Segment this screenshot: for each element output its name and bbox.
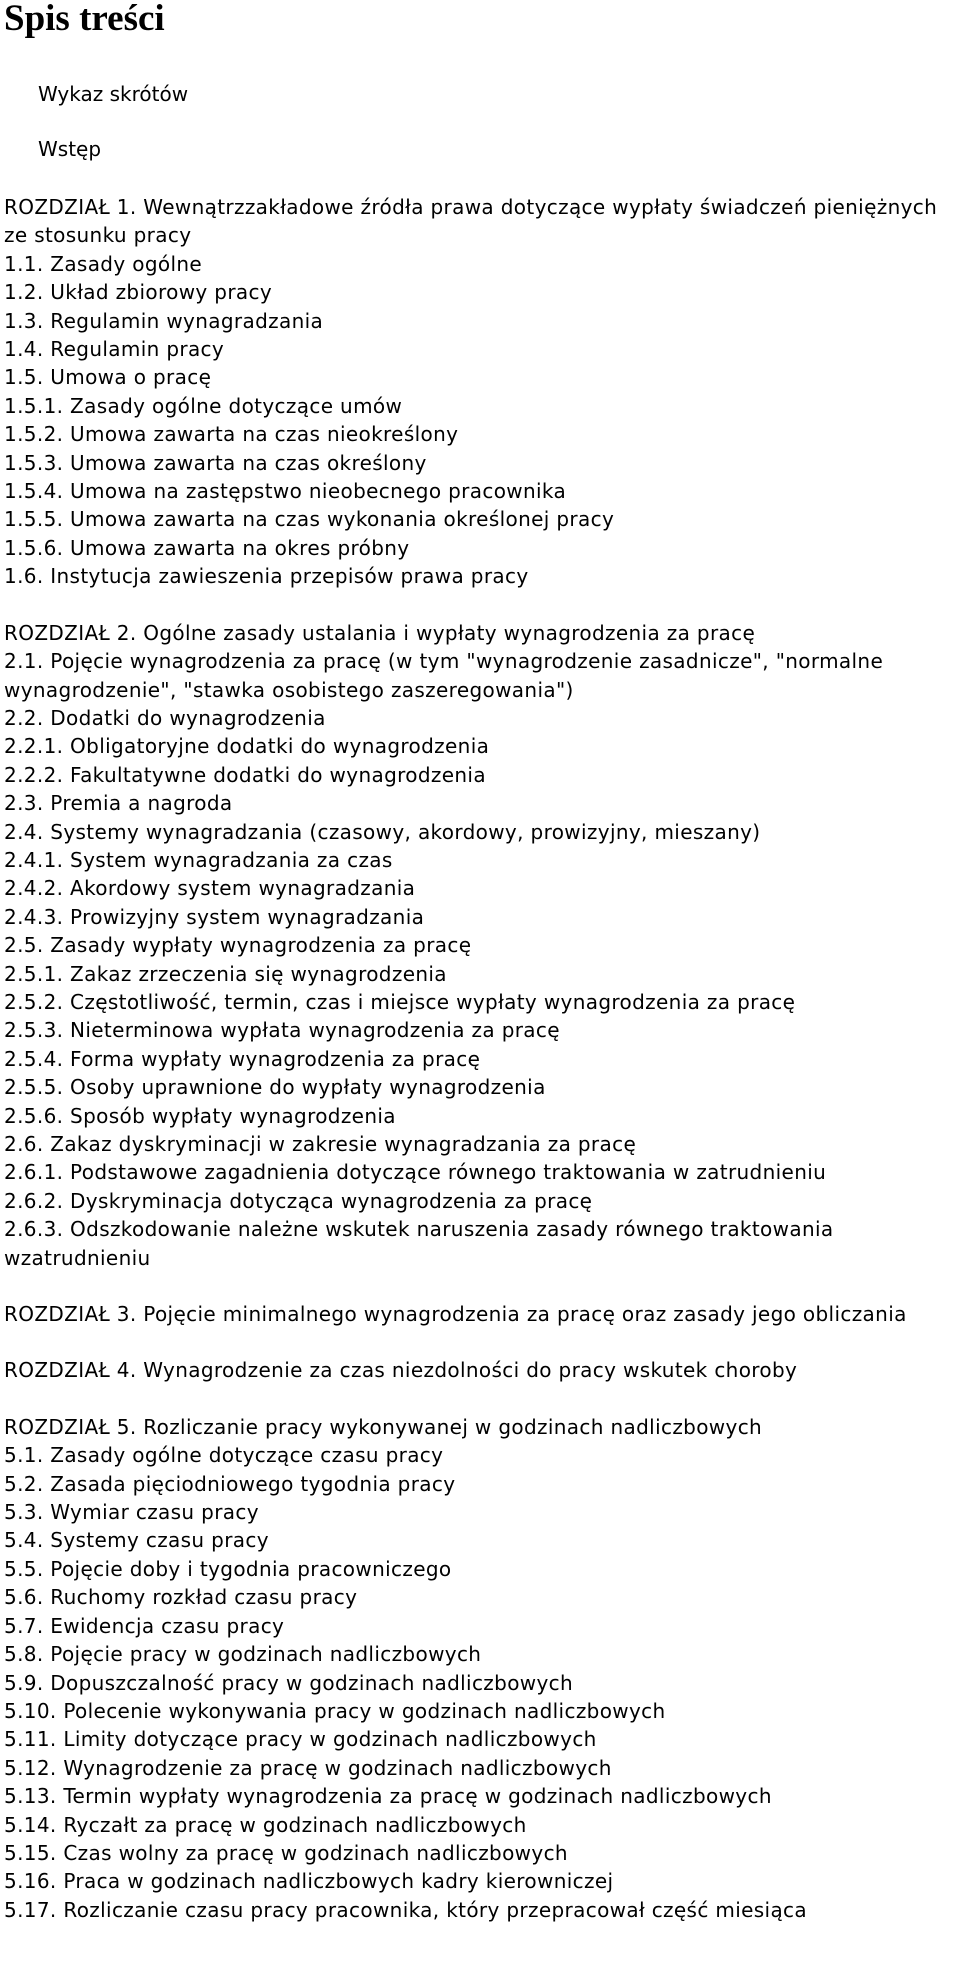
toc-entry[interactable]: 2.5.6. Sposób wypłaty wynagrodzenia [4, 1103, 396, 1128]
toc-entry[interactable]: 1.6. Instytucja zawieszenia przepisów prawa pracy [4, 564, 529, 589]
toc-entry[interactable]: 2.6.1. Podstawowe zagadnienia dotyczące równego traktowania w zatrudnieniu [4, 1160, 827, 1185]
toc-entry[interactable]: 1.5.5. Umowa zawarta na czas wykonania określonej pracy [4, 507, 615, 532]
toc-entry[interactable]: 2.4.2. Akordowy system wynagradzania [4, 876, 416, 901]
toc-entry[interactable]: 2.5.3. Nieterminowa wypłata wynagrodzenia za pracę [4, 1018, 560, 1043]
toc-chapter-2 [0, 619, 960, 1272]
toc-entry[interactable]: 5.11. Limity dotyczące pracy w godzinach nadliczbowych [4, 1727, 597, 1752]
toc-entry[interactable]: 2.5.5. Osoby uprawnione do wypłaty wynagrodzenia [4, 1075, 546, 1100]
toc-entry[interactable]: 5.14. Ryczałt za pracę w godzinach nadliczbowych [4, 1812, 527, 1837]
toc-entry[interactable]: 1.2. Układ zbiorowy pracy [4, 280, 273, 305]
toc-entry[interactable]: 5.1. Zasady ogólne dotyczące czasu pracy [4, 1443, 444, 1468]
toc-entry[interactable]: 2.1. Pojęcie wynagrodzenia za pracę (w tym "wynagrodzenie zasadnicze", "normalne wynagrodzenie", "stawka osobistego zaszeregowania") [4, 649, 884, 702]
page-title: Spis treści [4, 0, 165, 39]
toc-entry[interactable]: 2.2.2. Fakultatywne dodatki do wynagrodzenia [4, 762, 486, 787]
toc-entry[interactable]: 5.5. Pojęcie doby i tygodnia pracowniczego [4, 1556, 452, 1581]
toc-entry[interactable]: 5.16. Praca w godzinach nadliczbowych kadry kierowniczej [4, 1869, 614, 1894]
toc-entry[interactable]: 2.5.1. Zakaz zrzeczenia się wynagrodzenia [4, 961, 447, 986]
toc-entry[interactable]: 5.12. Wynagrodzenie za pracę w godzinach nadliczbowych [4, 1755, 612, 1780]
chapter-heading[interactable]: ROZDZIAŁ 1. Wewnątrzzakładowe źródła prawa dotyczące wypłaty świadczeń pieniężnych ze stosunku pracy [4, 195, 938, 248]
toc-entry[interactable]: 5.13. Termin wypłaty wynagrodzenia za pracę w godzinach nadliczbowych [4, 1784, 772, 1809]
toc-entry[interactable]: 2.4.1. System wynagradzania za czas [4, 847, 393, 872]
toc-entry[interactable]: 5.3. Wymiar czasu pracy [4, 1500, 259, 1525]
toc-entry[interactable]: 1.5.3. Umowa zawarta na czas określony [4, 450, 427, 475]
toc-entry[interactable]: 2.5. Zasady wypłaty wynagrodzenia za pracę [4, 933, 472, 958]
toc-entry[interactable]: 5.6. Ruchomy rozkład czasu pracy [4, 1585, 358, 1610]
toc-entry[interactable]: 2.4. Systemy wynagradzania (czasowy, akordowy, prowizyjny, mieszany) [4, 819, 761, 844]
toc-entry[interactable]: 5.8. Pojęcie pracy w godzinach nadliczbowych [4, 1642, 482, 1667]
toc-chapter-4 [0, 1356, 960, 1384]
toc-entry[interactable]: 1.1. Zasady ogólne [4, 251, 203, 276]
chapter-heading[interactable]: ROZDZIAŁ 4. Wynagrodzenie za czas niezdolności do pracy wskutek choroby [4, 1358, 798, 1383]
toc-entry[interactable]: 1.5.1. Zasady ogólne dotyczące umów [4, 393, 403, 418]
toc-entry[interactable]: 5.17. Rozliczanie czasu pracy pracownika, który przepracował część miesiąca [4, 1897, 808, 1922]
toc-entry[interactable]: 2.5.4. Forma wypłaty wynagrodzenia za pracę [4, 1046, 481, 1071]
toc-entry[interactable]: 2.3. Premia a nagroda [4, 791, 233, 816]
toc-chapter-3 [0, 1300, 960, 1328]
toc-entry[interactable]: 2.6. Zakaz dyskryminacji w zakresie wynagradzania za pracę [4, 1132, 637, 1156]
toc-entry[interactable]: 1.4. Regulamin pracy [4, 337, 225, 362]
toc-entry[interactable]: 5.15. Czas wolny za pracę w godzinach nadliczbowych [4, 1840, 568, 1865]
toc-chapter-1 [0, 193, 960, 591]
toc-entry[interactable]: 5.2. Zasada pięciodniowego tygodnia pracy [4, 1471, 456, 1496]
toc-entry[interactable]: 5.10. Polecenie wykonywania pracy w godzinach nadliczbowych [4, 1698, 666, 1723]
toc-entry[interactable]: 5.7. Ewidencja czasu pracy [4, 1613, 285, 1638]
toc-entry[interactable]: 2.6.3. Odszkodowanie należne wskutek naruszenia zasady równego traktowania wzatrudnieniu [4, 1217, 834, 1270]
toc-chapter-5 [0, 1413, 960, 1924]
chapter-heading[interactable]: ROZDZIAŁ 5. Rozliczanie pracy wykonywanej w godzinach nadliczbowych [4, 1414, 763, 1439]
toc-entry[interactable]: 2.4.3. Prowizyjny system wynagradzania [4, 904, 425, 929]
toc-entry[interactable]: 2.5.2. Częstotliwość, termin, czas i miejsce wypłaty wynagrodzenia za pracę [4, 989, 796, 1014]
toc-entry[interactable]: 5.4. Systemy czasu pracy [4, 1528, 269, 1553]
toc-entry-abbreviations[interactable]: Wykaz skrótów [38, 82, 189, 106]
toc-entry[interactable]: 1.3. Regulamin wynagradzania [4, 308, 324, 333]
toc-entry-introduction[interactable]: Wstęp [38, 137, 102, 161]
toc-entry[interactable]: 5.9. Dopuszczalność pracy w godzinach nadliczbowych [4, 1670, 574, 1695]
toc-entry[interactable]: 1.5.2. Umowa zawarta na czas nieokreślony [4, 422, 459, 447]
chapter-heading[interactable]: ROZDZIAŁ 3. Pojęcie minimalnego wynagrodzenia za pracę oraz zasady jego obliczania [4, 1302, 907, 1327]
toc-entry[interactable]: 2.2.1. Obligatoryjne dodatki do wynagrodzenia [4, 734, 490, 759]
toc-entry[interactable]: 1.5.6. Umowa zawarta na okres próbny [4, 535, 410, 560]
toc-entry[interactable]: 2.2. Dodatki do wynagrodzenia [4, 705, 326, 730]
toc-chapters [0, 193, 960, 1924]
chapter-heading[interactable]: ROZDZIAŁ 2. Ogólne zasady ustalania i wypłaty wynagrodzenia za pracę [4, 620, 756, 645]
toc-entry[interactable]: 1.5.4. Umowa na zastępstwo nieobecnego pracownika [4, 479, 567, 504]
toc-entry[interactable]: 2.6.2. Dyskryminacja dotycząca wynagrodzenia za pracę [4, 1188, 593, 1213]
toc-entry[interactable]: 1.5. Umowa o pracę [4, 365, 212, 390]
